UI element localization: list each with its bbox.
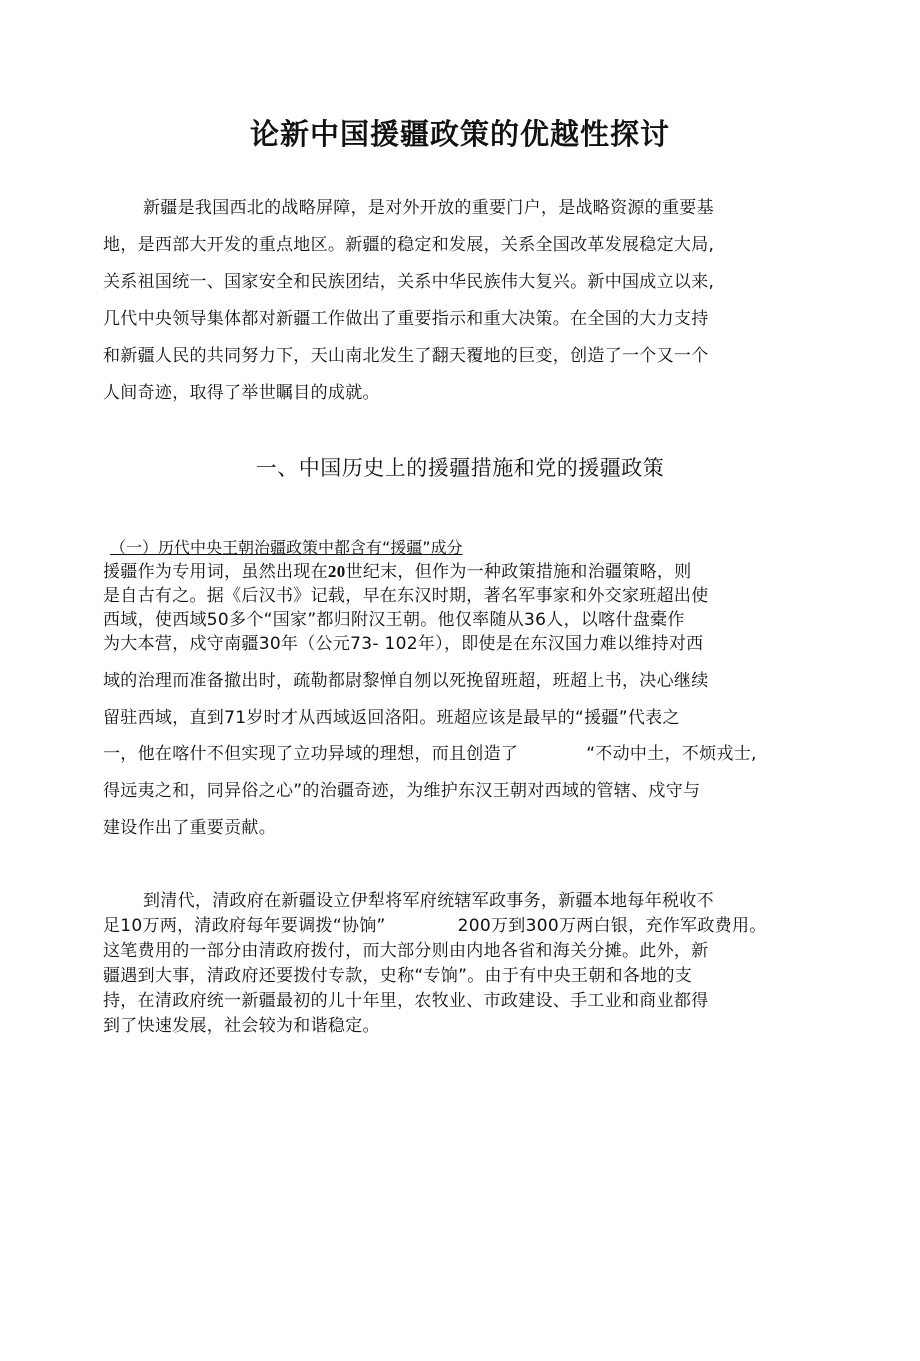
- text-line: 和新疆人民的共同努力下，天山南北发生了翻天覆地的巨变，创造了一个又一个: [103, 346, 709, 366]
- text-segment: 世纪末，但作为一种政策措施和治疆策略，则: [345, 562, 692, 582]
- text-line: 几代中央领导集体都对新疆工作做出了重要指示和重大决策。在全国的大力支持: [103, 309, 709, 329]
- text-line: 这笔费用的一部分由清政府拨付，而大部分则由内地各省和海关分摊。此外，新: [103, 941, 709, 961]
- section-heading: 一、中国历史上的援疆措施和党的援疆政策: [255, 456, 665, 480]
- text-line: 地，是西部大开发的重点地区。新疆的稳定和发展，关系全国改革发展稳定大局,: [103, 235, 715, 255]
- text-line: 得远夷之和，同异俗之心”的治疆奇迹，为维护东汉王朝对西域的管辖、戍守与: [103, 781, 701, 801]
- document-title: 论新中国援疆政策的优越性探讨: [249, 117, 670, 151]
- text-segment: 援疆作为专用词，虽然出现在: [103, 562, 328, 582]
- text-segment: “不动中土，不烦戎士,: [586, 744, 757, 764]
- text-segment: 足10万两，清政府每年要调拨“协饷”: [103, 916, 386, 936]
- text-line: [103, 743, 757, 765]
- text-line: 域的治理而准备撤出时，疏勒都尉黎惮自刎以死挽留班超，班超上书，决心继续: [103, 671, 709, 691]
- text-line: 持，在清政府统一新疆最初的儿十年里，农牧业、市政建设、手工业和商业都得: [103, 991, 709, 1011]
- text-line: 疆遇到大事，清政府还要拨付专款，史称“专饷”。由于有中央王朝和各地的支: [103, 966, 693, 986]
- text-line: 到清代，清政府在新疆设立伊犁将军府统辖军政事务，新疆本地每年税收不: [143, 891, 714, 911]
- text-line: 人间奇迹，取得了举世瞩目的成就。: [103, 383, 380, 403]
- text-line: 新疆是我国西北的战略屏障，是对外开放的重要门户，是战略资源的重要基: [143, 198, 714, 218]
- text-segment: 200万到300万两白银，充作军政费用。: [457, 916, 767, 936]
- text-line: 是自古有之。据《后汉书》记载，早在东汉时期，著名军事家和外交家班超出使: [103, 586, 709, 606]
- text-line: 为大本营，戍守南疆30年（公元73- 102年），即使是在东汉国力难以维持对西: [103, 634, 704, 654]
- text-line: 留驻西域，直到71岁时才从西域返回洛阳。班超应该是最早的“援疆”代表之: [103, 708, 680, 728]
- text-line: 到了快速发展，社会较为和谐稳定。: [103, 1016, 380, 1036]
- century-number: 20: [327, 562, 346, 581]
- text-line: 关系祖国统一、国家安全和民族团结，关系中华民族伟大复兴。新中国成立以来,: [103, 272, 715, 292]
- text-line: 西域，使西域50多个“国家”都归附汉王朝。他仅率随从36人，以喀什盘橐作: [103, 610, 685, 630]
- text-line: [103, 915, 767, 937]
- subsection-heading: （一）历代中央王朝治疆政策中都含有“援疆”成分: [110, 538, 463, 557]
- text-line: [103, 561, 692, 583]
- text-segment: 一，他在喀什不但实现了立功异域的理想，而且创造了: [103, 744, 519, 764]
- text-line: 建设作出了重要贡献。: [103, 818, 276, 838]
